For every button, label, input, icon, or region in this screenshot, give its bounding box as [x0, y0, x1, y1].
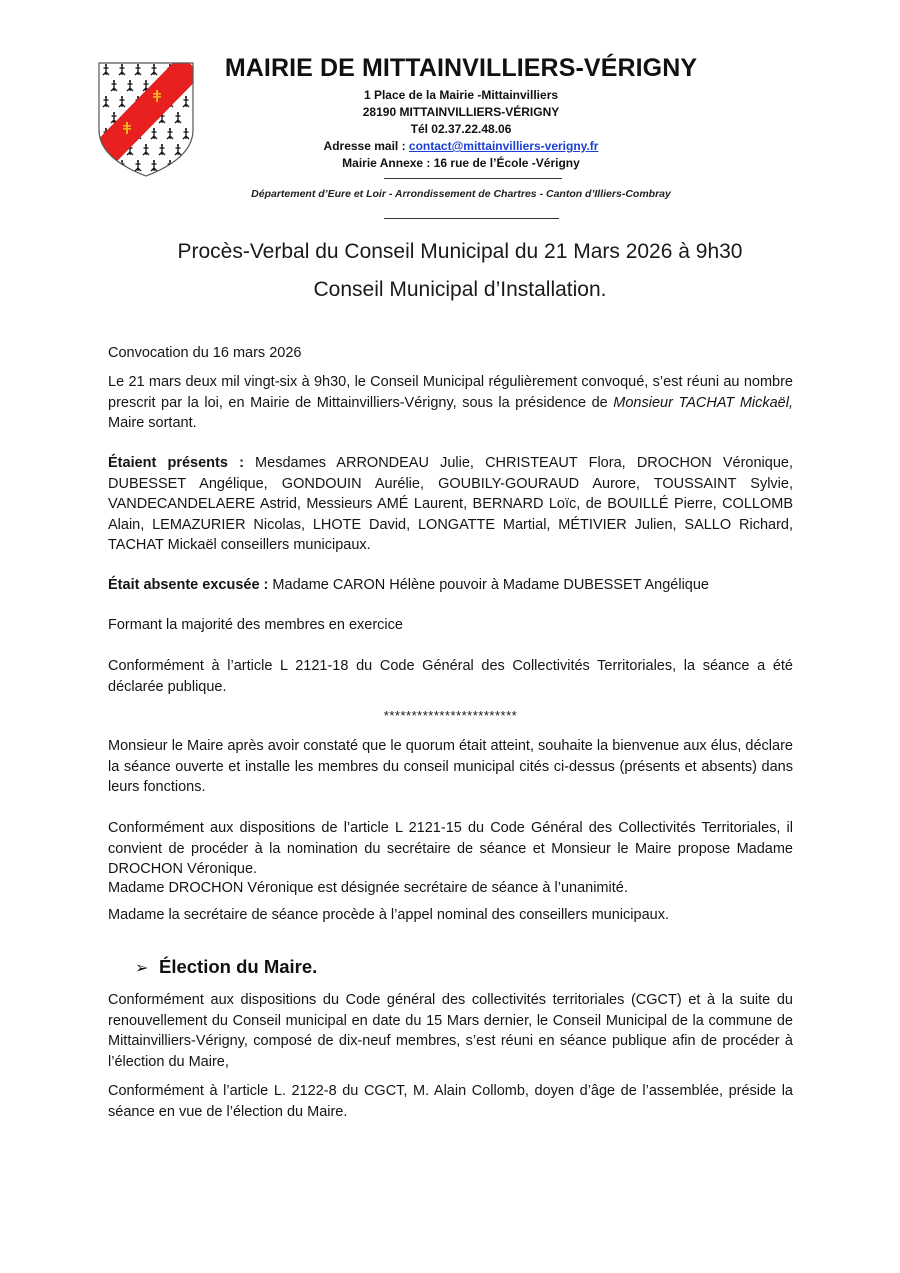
present-list: Mesdames ARRONDEAU Julie, CHRISTEAUT Flora, DROCHON Véronique, DUBESSET Angélique, GONDOUIN Aurélie, GOUBILY-GOURAUD Aurore, TOUSSAINT Sylvie, VANDECANDELAERE Astrid, Messieurs AMÉ Laurent, BERNARD Loïc, de BOUILLÉ Pierre, COLLOMB Alain, LEMAZURIER Nicolas, LHOTE David, LONGATTE Martial, MÉTIVIER Julien, SALLO Richard, TACHAT Mickaël conseillers municipaux. [108, 455, 794, 554]
intro-text: Le 21 mars deux mil vingt-six à 9h30, le Conseil Municipal régulièrement convoqué, s’est réuni au nombre prescrit par la loi, en Mairie de Mittainvilliers-Vérigny, sous la présidence de [108, 374, 793, 411]
election-paragraph-1: Conformément aux dispositions du Code général des collectivités territoriales (CGCT) et à la suite du renouvellement du Conseil municipal en date du 15 Mars dernier, le Conseil Municipal de la commune de Mittainvilliers-Vérigny, composé de dix-neuf membres, s’est réuni en séance publique afin de procéder à l’élection du Maire, [108, 992, 793, 1070]
coat-of-arms-icon [96, 60, 196, 178]
section-title: Élection du Maire. [159, 956, 318, 977]
convocation-date: Convocation du 16 mars 2026 [108, 345, 302, 361]
arrow-bullet-icon: ➢ [135, 960, 149, 977]
present-members [108, 453, 793, 556]
majority-statement: Formant la majorité des membres en exercice [108, 617, 403, 633]
header-divider [384, 218, 559, 219]
phone-number: Tél 02.37.22.48.06 [410, 122, 512, 136]
intro-text-end: Maire sortant. [108, 415, 197, 432]
absent-label: Était absente excusée : [108, 577, 273, 593]
roll-call: Madame la secrétaire de séance procède à l’appel nominal des conseillers municipaux. [108, 907, 669, 923]
annex-address: Mairie Annexe : 16 rue de l’École -Vérigny [342, 156, 580, 170]
town-hall-title: MAIRIE DE MITTAINVILLIERS-VÉRIGNY [224, 54, 698, 82]
address-line1: 1 Place de la Mairie -Mittainvilliers [363, 88, 559, 102]
intro-president: Monsieur TACHAT Mickaël, [613, 394, 793, 411]
public-session-statement: Conformément à l’article L 2121-18 du Code Général des Collectivités Territoriales, la séance a été déclarée publique. [108, 658, 793, 695]
stars-separator: ************************ [383, 708, 518, 723]
absent-text: Madame CARON Hélène pouvoir à Madame DUBESSET Angélique [272, 577, 709, 593]
opening-paragraph: Monsieur le Maire après avoir constaté que le quorum était atteint, souhaite la bienvenue aux élus, déclare la séance ouverte et installe les membres du conseil municipal cités ci-dessus (présents et absents) dans leurs fonctions. [108, 738, 793, 796]
section-heading-mayor-election [135, 956, 317, 978]
election-paragraph-2: Conformément à l’article L. 2122-8 du CGCT, M. Alain Collomb, doyen d’âge de l’assemblée, préside la séance en vue de l’élection du Maire. [108, 1083, 793, 1120]
absent-members [108, 575, 793, 596]
town-hall-address [222, 87, 700, 172]
email-label: Adresse mail : [323, 139, 409, 153]
email-line [222, 138, 700, 155]
document-subtitle: Conseil Municipal d’Installation. [313, 278, 607, 301]
department-line: Département d’Eure et Loir - Arrondissement de Chartres - Canton d’Illiers-Combray [251, 188, 671, 200]
document-title: Procès-Verbal du Conseil Municipal du 21 Mars 2026 à 9h30 [177, 240, 743, 263]
header-divider [384, 178, 562, 179]
email-link[interactable]: contact@mittainvilliers-verigny.fr [408, 139, 599, 153]
intro-paragraph [108, 372, 793, 434]
present-label: Étaient présents : [108, 455, 256, 471]
secretary-designated: Madame DROCHON Véronique est désignée secrétaire de séance à l’unanimité. [108, 880, 628, 896]
secretary-proposal: Conformément aux dispositions de l’article L 2121-15 du Code Général des Collectivités Territoriales, il convient de procéder à la nomination du secrétaire de séance et Monsieur le Maire propose Madame DROCHON Véronique. [108, 820, 793, 878]
address-line2: 28190 MITTAINVILLIERS-VÉRIGNY [362, 105, 560, 119]
